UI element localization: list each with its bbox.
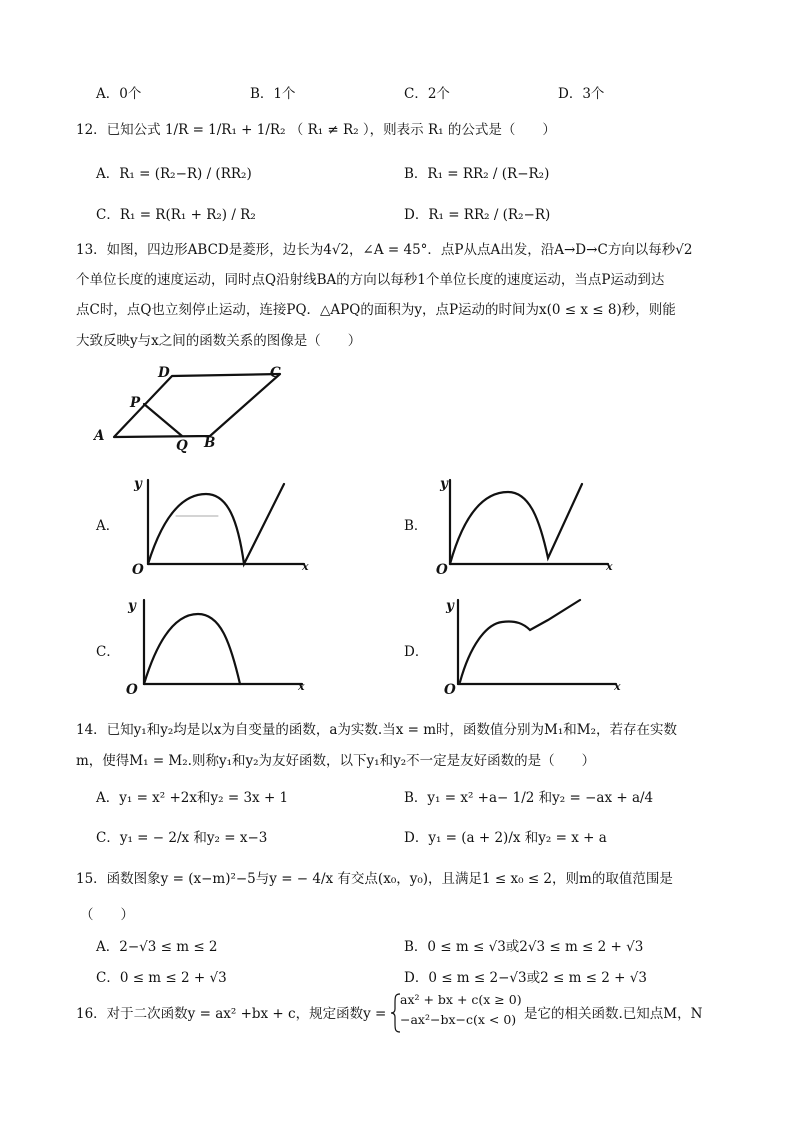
graph-b-y-label: y bbox=[440, 476, 448, 492]
q15-option-c: C．0 ≤ m ≤ 2 + √3 bbox=[96, 970, 227, 986]
curve bbox=[148, 484, 284, 564]
curve bbox=[144, 614, 240, 684]
segment-pq bbox=[144, 404, 182, 436]
graph-b bbox=[432, 476, 612, 576]
graph-c-x-label: x bbox=[298, 680, 305, 693]
fig-label-d: D bbox=[158, 365, 170, 381]
graph-c-y-label: y bbox=[128, 598, 136, 614]
q14-line-2: m，使得M₁ = M₂.则称y₁和y₂为友好函数，以下y₁和y₂不一定是友好函数的是（ ） bbox=[76, 753, 596, 769]
fig-label-a: A bbox=[94, 428, 105, 444]
q15-line-1: 15．函数图象y = (x−m)²−5与y = − 4/x 有交点(x₀，y₀)，且满足1 ≤ x₀ ≤ 2，则m的取值范围是 bbox=[76, 871, 673, 887]
q13-line-2: 个单位长度的速度运动，同时点Q沿射线BA的方向以每秒1个单位长度的速度运动，当点P运动到达 bbox=[76, 272, 665, 288]
q16-piece-bottom: −ax²−bx−c(x < 0) bbox=[400, 1012, 517, 1027]
q13-graph-label-d: D． bbox=[404, 644, 429, 660]
q12-option-a: A．R₁ = (R₂−R) / (RR₂) bbox=[96, 166, 252, 182]
graph-d-origin: O bbox=[444, 682, 456, 698]
q16-piece-top: ax² + bx + c(x ≥ 0) bbox=[400, 992, 522, 1007]
q15-option-a: A．2−√3 ≤ m ≤ 2 bbox=[96, 939, 218, 955]
curve bbox=[460, 600, 580, 682]
curve bbox=[450, 484, 582, 564]
q15-line-2: （ ） bbox=[80, 907, 134, 923]
q13-line-1: 13．如图，四边形ABCD是菱形，边长为4√2，∠A = 45°．点P从点A出发，沿A→D→C方向以每秒√2 bbox=[76, 242, 693, 258]
q14-option-b: B．y₁ = x² +a− 1/2 和y₂ = −ax + a/4 bbox=[404, 790, 654, 806]
graph-d-x-label: x bbox=[614, 680, 621, 693]
graph-a-y-label: y bbox=[134, 476, 142, 492]
graph-b-origin: O bbox=[436, 562, 448, 578]
fig-label-p: P bbox=[130, 395, 141, 411]
graph-a-origin: O bbox=[132, 562, 144, 578]
q13-graph-label-a: A． bbox=[96, 518, 120, 534]
q13-graph-label-c: C． bbox=[96, 644, 120, 660]
fig-label-q: Q bbox=[176, 438, 188, 454]
q14-option-c: C．y₁ = − 2/x 和y₂ = x−3 bbox=[96, 830, 268, 846]
q12-option-c: C．R₁ = R(R₁ + R₂) / R₂ bbox=[96, 207, 256, 223]
q11-option-d: D．3个 bbox=[558, 86, 605, 102]
q11-option-b: B．1个 bbox=[250, 86, 296, 102]
graph-d bbox=[440, 596, 620, 696]
graph-b-x-label: x bbox=[606, 560, 613, 573]
q12-stem: 12．已知公式 1/R = 1/R₁ + 1/R₂ （ R₁ ≠ R₂ ），则表示 R₁ 的公式是（ ） bbox=[76, 122, 556, 138]
graph-c bbox=[126, 596, 306, 696]
q15-option-d: D．0 ≤ m ≤ 2−√3或2 ≤ m ≤ 2 + √3 bbox=[404, 970, 647, 986]
graph-c-origin: O bbox=[126, 682, 138, 698]
q13-line-4: 大致反映y与x之间的函数关系的图像是（ ） bbox=[76, 333, 362, 349]
q12-option-b: B．R₁ = RR₂ / (R−R₂) bbox=[404, 166, 550, 182]
q15-option-b: B．0 ≤ m ≤ √3或2√3 ≤ m ≤ 2 + √3 bbox=[404, 939, 644, 955]
fig-label-c: C bbox=[270, 365, 281, 381]
graph-d-y-label: y bbox=[446, 598, 454, 614]
q11-option-c: C．2个 bbox=[404, 86, 450, 102]
q13-line-3: 点C时，点Q也立刻停止运动，连接PQ．△APQ的面积为y，点P运动的时间为x(0 ≤ x ≤ 8)秒，则能 bbox=[76, 302, 676, 318]
graph-a-x-label: x bbox=[302, 560, 309, 573]
q16-line-after: 是它的相关函数.已知点M，N bbox=[524, 1006, 703, 1022]
q14-line-1: 14．已知y₁和y₂均是以x为自变量的函数，a为实数.当x = m时，函数值分别为M₁和M₂，若存在实数 bbox=[76, 722, 677, 738]
q16-line-before: 16．对于二次函数y = ax² +bx + c，规定函数y = bbox=[76, 1006, 387, 1022]
q12-option-d: D．R₁ = RR₂ / (R₂−R) bbox=[404, 207, 551, 223]
fig-label-b: B bbox=[204, 435, 216, 451]
q11-option-a: A．0个 bbox=[96, 86, 142, 102]
graph-a bbox=[128, 476, 308, 576]
q14-option-a: A．y₁ = x² +2x和y₂ = 3x + 1 bbox=[96, 790, 289, 806]
q13-graph-label-b: B． bbox=[404, 518, 428, 534]
q14-option-d: D．y₁ = (a + 2)/x 和y₂ = x + a bbox=[404, 830, 607, 846]
